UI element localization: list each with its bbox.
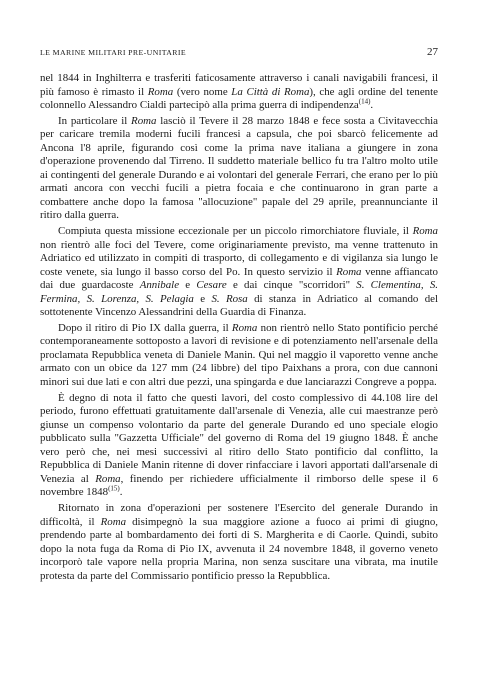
italic-run: Cesare — [196, 279, 227, 292]
italic-run: Roma — [412, 225, 438, 238]
text-run: . — [370, 99, 374, 112]
text-run: . — [119, 486, 123, 499]
text-run: È degno di nota il fatto che questi lavori, del costo complessivo di 44.108 lire del periodo, furono effettuati gratuitamente dall'arsenale di Venezia, alle cui maestranze però giunse un compenso volontario da parte del generale Durando ed uno speciale elogio pubblicato sulla "Gazzetta Ufficiale" del governo di Roma del 19 giugno 1848. È anche vero però che, nei mesi successivi al ritiro dello Stato pontificio dal conflitto, la Repubblica di Daniele Manin ritenne di dover rinfacciare i lavori apportati dall'arsenale di Venezia al — [40, 391, 438, 485]
italic-run: La Città di Roma — [231, 85, 310, 98]
text-run: (vero nome — [173, 85, 232, 98]
running-title: LE MARINE MILITARI PRE-UNITARIE — [40, 48, 187, 57]
text-run: non rientrò alle foci del Tevere, come originariamente previsto, ma venne trattenuto in Adriatico ed utilizzato in compiti di trasporto, di collegamento e di vigilanza sia lungo le coste venete, sia lungo il basso corso del Po. In questo servizio il — [40, 238, 438, 278]
text-run: disimpegnò la sua maggiore azione a fuoco ai primi di giugno, prendendo parte al bombardamento dei forti di S. Margherita e di Caorle. Quindi, subito dopo la nota fuga da Roma di Pio IX, avvenuta il 24 novembre 1848, il governo veneto incorporò tale vapore nella propria Marina, non senza suscitare una vibrata, ma inutile protesta da parte del Commissario pontificio presso la Repubblica. — [40, 515, 438, 582]
text-run: , finendo per richiedere ufficialmente il rimborso delle spese il 6 novembre 1848 — [40, 472, 438, 499]
paragraph — [40, 225, 438, 320]
text-run: lasciò il Tevere il 28 marzo 1848 e fece sosta a Civitavecchia per caricare tremila moderni fucili francesi a capsula, che poi sbarcò felicemente ad Ancona l'8 aprile, figurando così come la prima nave italiana a giungere in zona d'operazione provenendo dal Tirreno. Il suddetto materiale bellico fu tra l'altro molto utile ai contingenti del generale Durando e ai volontari del generale Ferrari, che erano per lo più armati ancora con vecchi fucili a pietra focaia e che continuarono in gran parte a combattere anche dopo la famosa "allocuzione" papale del 29 aprile, preannunciante il ritiro dalla guerra. — [40, 114, 438, 222]
italic-run: S. Clementina, S. Fermina, S. Lorenza, S. Pelagia — [40, 279, 438, 305]
paragraph — [40, 322, 438, 390]
text-run: e dai cinque "scorridori" — [226, 279, 357, 292]
text-run: non rientrò nello Stato pontificio perché contemporaneamente sottoposto a lavori di revisione e di potenziamento nell'arsenale della proclamata Repubblica veneta di Daniele Manin. Qui nel maggio il vaporetto venne anche armato con un obice da 127 mm (24 libbre) del tipo Paixhans a prora, con due cannoni minori sui due lati e con altri due pezzi, una spingarda e due lanciarazzi Congreve a poppa. — [40, 321, 438, 389]
italic-run: Annibale — [139, 279, 180, 292]
italic-run: S. Rosa — [211, 292, 248, 305]
running-header — [40, 46, 438, 58]
italic-run: Roma — [147, 85, 174, 98]
text-run: Ritornato in zona d'operazioni per sostenere l'Esercito del generale Durando in difficoltà, il — [40, 501, 438, 528]
text-run: di stanza in Adriatico al comando del sottotenente Vincenzo Alessandrini della Guardia di Finanza. — [40, 292, 438, 319]
italic-run: Roma — [100, 515, 127, 528]
italic-run: Roma — [231, 321, 258, 334]
text-run: Dopo il ritiro di Pio IX dalla guerra, il — [58, 321, 232, 334]
paragraph — [40, 115, 438, 223]
text-run: nel 1844 in Inghilterra e trasferiti faticosamente attraverso i canali navigabili francesi, il più famoso è rimasto il — [40, 72, 438, 98]
italic-run: Roma — [131, 114, 157, 127]
paragraph — [40, 502, 438, 583]
text-run: ), che agli ordine del tenente colonnello Alessandro Cialdi partecipò alla prima guerra di indipendenza — [40, 85, 438, 112]
text-run: e — [193, 292, 212, 305]
text-run: venne affiancato dai due guardacoste — [40, 265, 438, 292]
footnote-ref: (14) — [358, 97, 371, 106]
text-run: In particolare il — [58, 114, 132, 127]
body-text — [40, 72, 438, 585]
page-number: 27 — [427, 46, 438, 58]
paragraph — [40, 72, 438, 113]
text-run: e — [179, 279, 197, 292]
paragraph — [40, 392, 438, 500]
italic-run: Roma — [336, 265, 362, 278]
text-run: Compiuta questa missione eccezionale per un piccolo rimorchiatore fluviale, il — [58, 225, 413, 238]
italic-run: Roma — [95, 472, 121, 485]
footnote-ref: (15) — [108, 484, 120, 493]
